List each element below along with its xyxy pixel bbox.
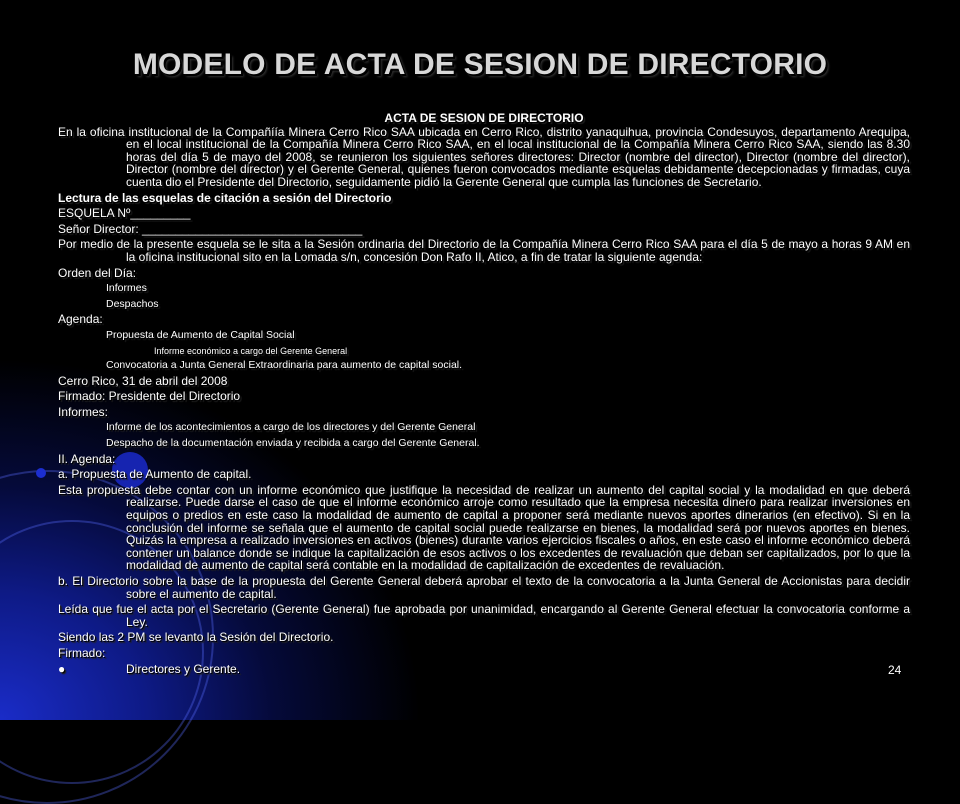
agenda-ii-label: II. Agenda: — [58, 451, 116, 466]
informes-label: Informes: — [58, 404, 109, 419]
informes-item: Informe de los acontecimientos a cargo de los directores y del Gerente General — [106, 421, 476, 434]
esquela-line: ESQUELA Nº_________ — [58, 206, 191, 221]
page-number: 24 — [888, 663, 902, 677]
signatories-text: Directores y Gerente. — [126, 661, 241, 676]
approval-paragraph: Leída que fue el acta por el Secretario (Gerente General) fue aprobada por unanimidad, encargando al Gerente General efectuar la convocatoria conforme a Ley. — [58, 602, 910, 629]
bullet-icon: ● — [58, 661, 66, 676]
senor-director-line: Señor Director: _________________________________ — [58, 221, 363, 236]
lectura-heading: Lectura de las esquelas de citación a sesión del Directorio — [58, 190, 392, 205]
document-body — [58, 112, 910, 678]
proposal-a-line: a. Propuesta de Aumento de capital. — [58, 467, 252, 482]
decorative-dot — [36, 468, 46, 478]
signatories-row — [58, 663, 910, 676]
closing-line: Siendo las 2 PM se levanto la Sesión del Directorio. — [58, 630, 334, 645]
orden-label: Orden del Día: — [58, 265, 137, 280]
orden-item: Despachos — [106, 297, 159, 310]
agenda-item: Propuesta de Aumento de Capital Social — [106, 328, 295, 341]
signed-label: Firmado: — [58, 645, 106, 660]
document-heading: ACTA DE SESION DE DIRECTORIO — [384, 111, 584, 125]
informes-item: Despacho de la documentación enviada y recibida a cargo del Gerente General. — [106, 437, 480, 450]
signed-line: Firmado: Presidente del Directorio — [58, 389, 241, 404]
agenda-item: Convocatoria a Junta General Extraordinaria para aumento de capital social. — [106, 359, 463, 372]
intro-paragraph: En la oficina institucional de la Compañíía Minera Cerro Rico SAA ubicada en Cerro Rico, distrito yanaquihua, provincia Condesuyos, departamento Arequipa, en el local institucional de la Compañía Minera Cerro Rico SAA, en el local institucional de la Compañía Minera Cerro Rico SAA, siendo las 8.30 horas del día 5 de mayo del 2008, se reunieron los siguientes señores directores: Director (nombre del director), Director (nombre del director), Director (nombre del director) y el Gerente General, quienes fueron convocados mediante esquelas debidamente decepcionadas y firmadas, cuya cuenta dio el Presidente del Directorio, seguidamente pidió la Gerente General que cumpla las funciones de Secretario. — [58, 124, 910, 189]
agenda-label: Agenda: — [58, 312, 103, 327]
agenda-subitem: Informe económico a cargo del Gerente General — [154, 345, 348, 356]
proposal-paragraph: Esta propuesta debe contar con un informe económico que justifique la necesidad de realizar un aumento del capital social y la modalidad en que deberá realizarse. Puede darse el caso de que el informe económico arroje como resultado que la empresa necesita dinero para realizar inversiones en equipos o predios en este caso la modalidad de aumento de capital a proponer será mediante nuevos aportes dinerarios (en efectivo). Si en la conclusión del informe se señala que el aumento de capital social puede realizarse en bienes, la modalidad será por nuevos aportes en bienes. Quizás la empresa a realizado inversiones en activos (bienes) durante varios ejercicios fiscales o años, en este caso el informe económico deberá contener un balance donde se indique la capitalización de esos activos o los excedentes de revaluación que deban ser capitalizados, por lo que la modalidad de aumento de capital será contable en la modalidad de capitalización de excedentes de revaluación. — [58, 482, 910, 573]
date-line: Cerro Rico, 31 de abril del 2008 — [58, 373, 228, 388]
orden-item: Informes — [106, 282, 147, 295]
citation-paragraph: Por medio de la presente esquela se le sita a la Sesión ordinaria del Directorio de la Compañía Minera Cerro Rico SAA para el día 5 de mayo a horas 9 AM en la oficina institucional sito en la Lomada s/n, concesión Don Rafo II, Atico, a fin de tratar la siguiente agenda: — [58, 237, 910, 264]
slide-title: MODELO DE ACTA DE SESION DE DIRECTORIO — [132, 48, 828, 81]
point-b-paragraph: b. El Directorio sobre la base de la propuesta del Gerente General deberá aprobar el texto de la convocatoria a la Junta General de Accionistas para decidir sobre el aumento de capital. — [58, 574, 910, 601]
